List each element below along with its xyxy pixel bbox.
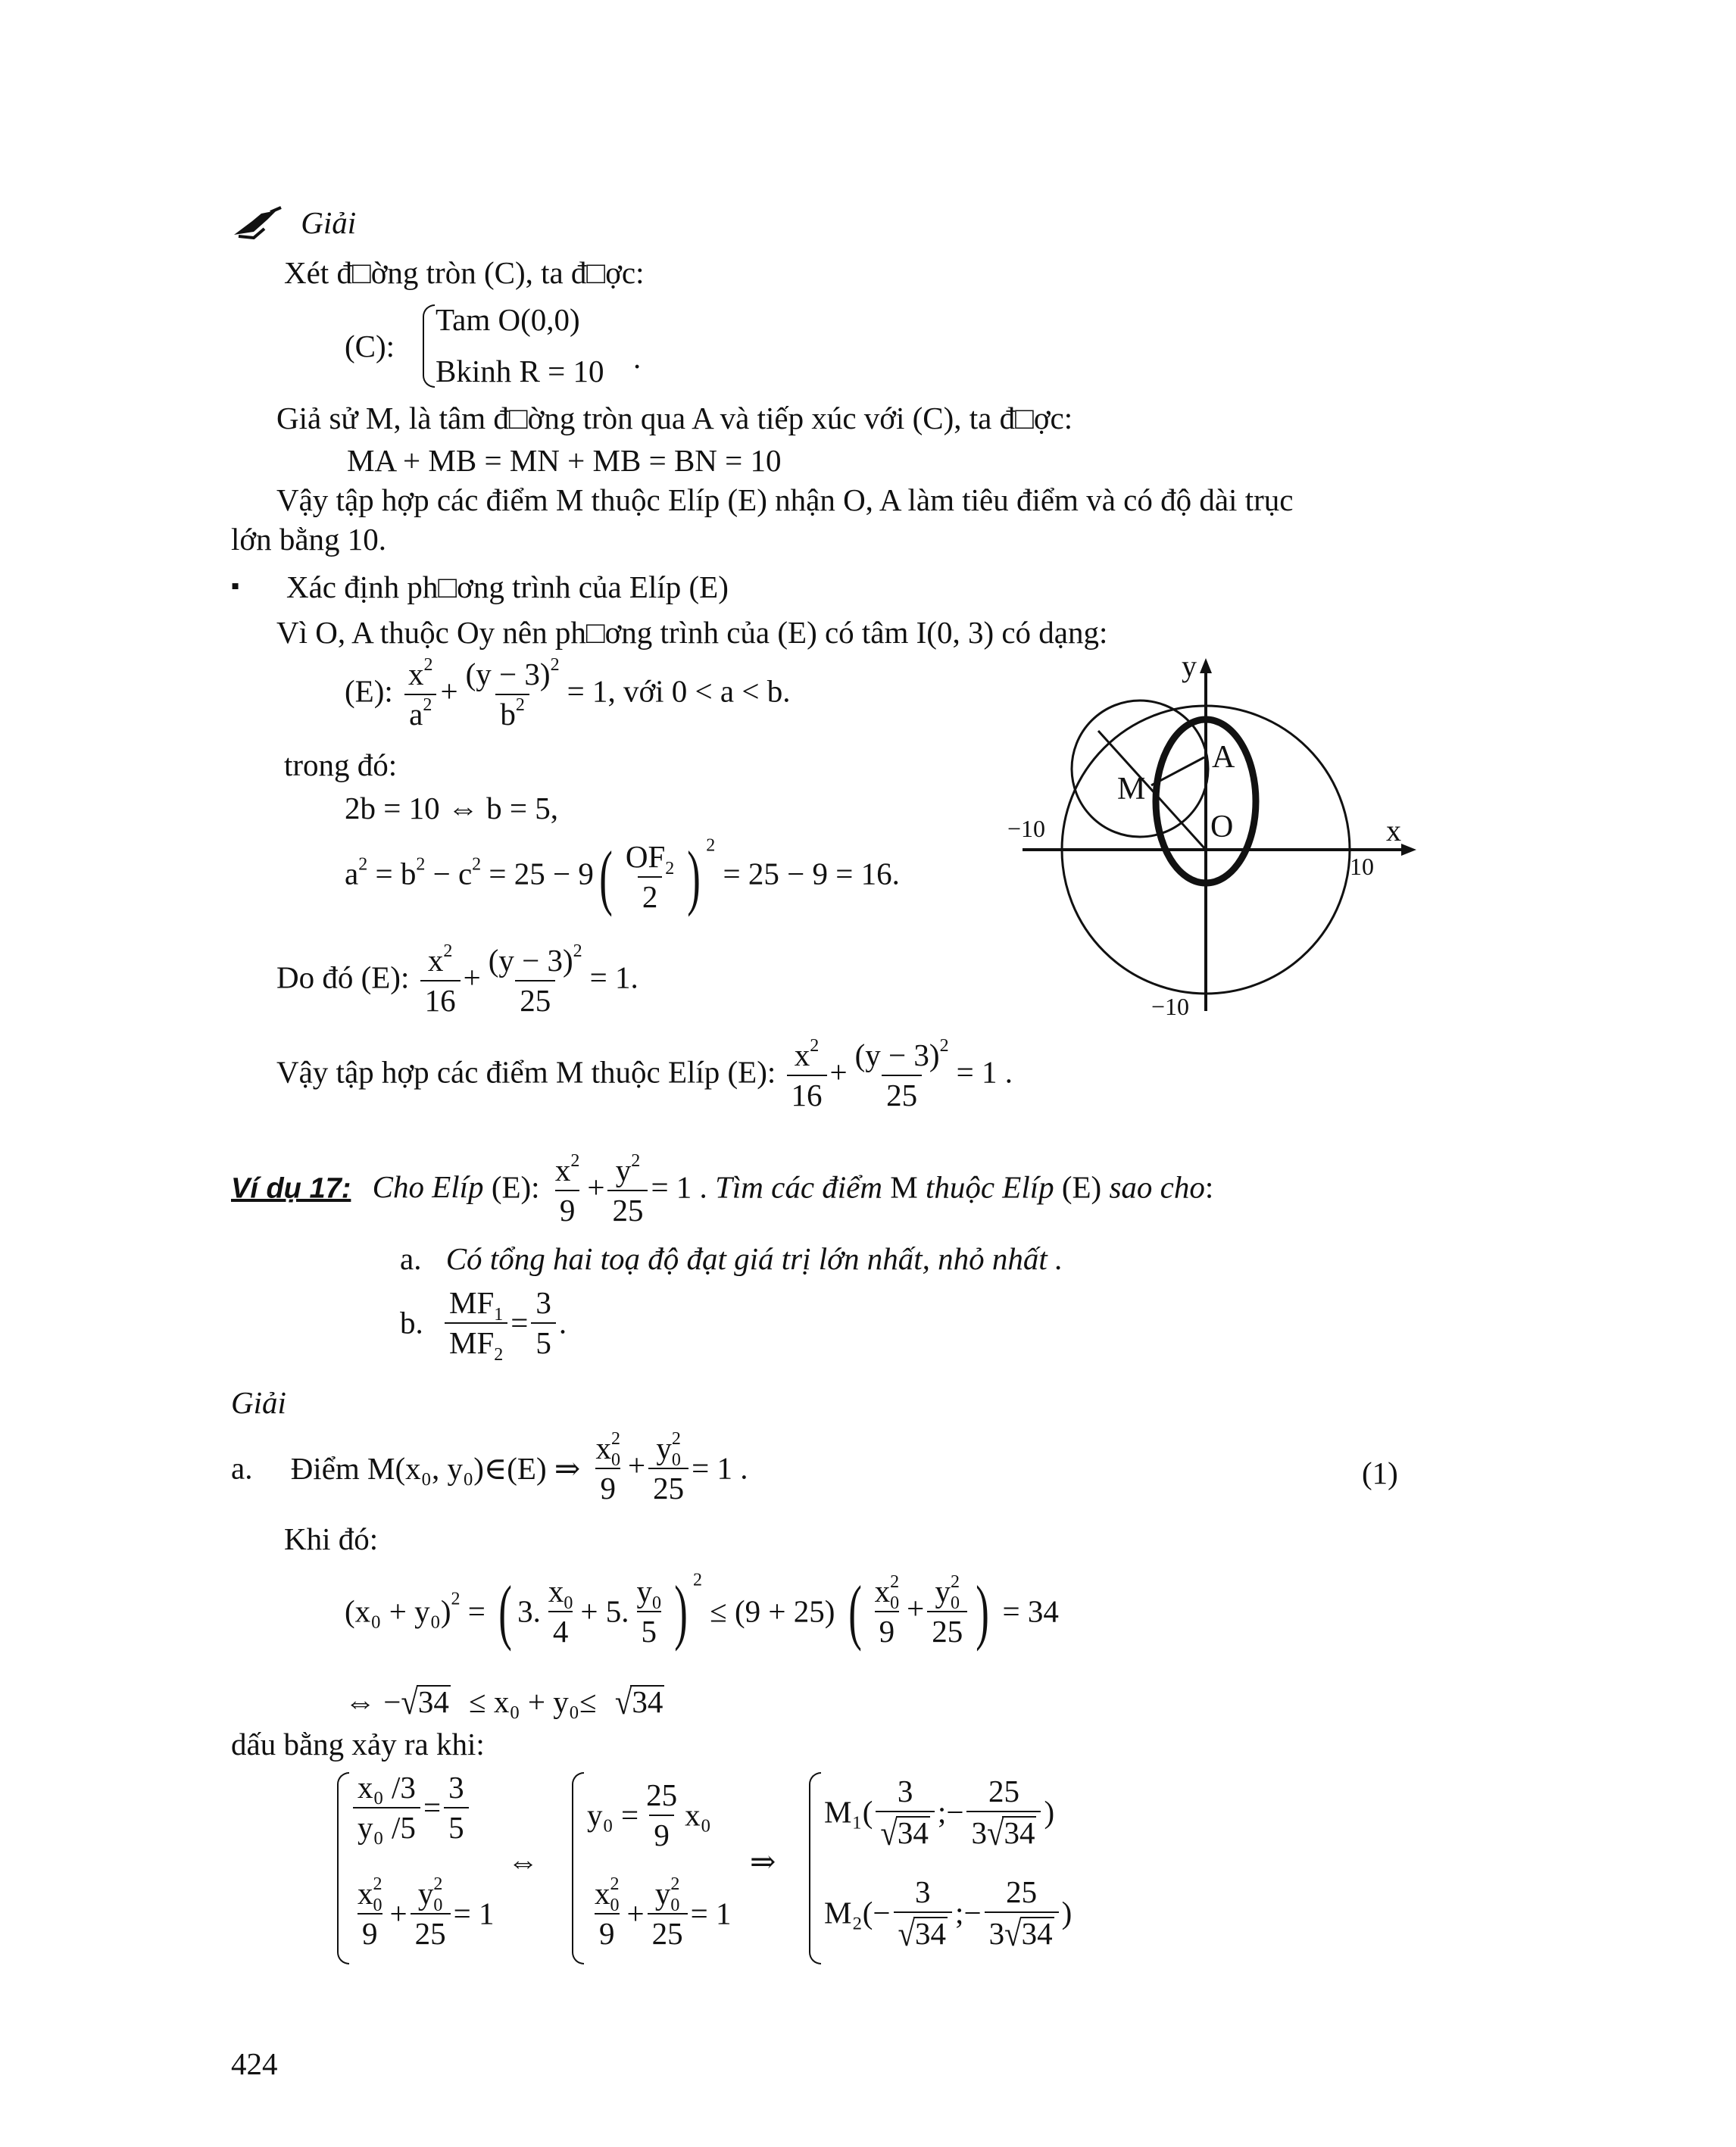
brace [809, 1772, 821, 1964]
label-a: A [1212, 740, 1235, 775]
fraction: $\frac{3}{√34}$ [876, 1776, 935, 1849]
point-m2: M₂(− $\frac{3}{√34}$ ;− $\frac{25}{3√34}$ ) [824, 1874, 1073, 1954]
para-where: trong đó: [284, 747, 398, 782]
fraction: $\frac{x^2}{16}$ [787, 1040, 827, 1111]
ellipse-general-equation: (E): $\frac{x^2}{a^2}$ + $\frac{(y - 3)^2}{b^2}$ = 1, với 0 < a < b. [345, 655, 791, 732]
label-m: M [1117, 772, 1146, 807]
fraction: $\frac{y_0}{5}$ [636, 1574, 661, 1649]
fraction: $\frac{y_0^2}{25}$ [648, 1433, 688, 1504]
para-equality-when: dấu bằng xảy ra khi: [231, 1727, 485, 1762]
system-2-row-1: y₀ = $\frac{25}{9}$ x₀ [587, 1777, 711, 1852]
brace [337, 1772, 349, 1964]
point-m1: M₁( $\frac{3}{√34}$ ;− $\frac{25}{3√34}$ ) [824, 1774, 1055, 1853]
bullet-icon: ▪ [231, 572, 240, 599]
fraction: $\frac{OF_2}{2}$ [625, 839, 675, 914]
system-1-row-2: $\frac{x_0^2}{9}$ + $\frac{y_0^2}{25}$ = 1 [350, 1878, 495, 1949]
x-axis-arrow [1401, 844, 1416, 856]
fraction: $\frac{x_0^2}{9}$ [874, 1572, 900, 1649]
label-neg10-y: −10 [1151, 993, 1190, 1020]
fraction: $\frac{25}{3√34}$ [966, 1776, 1041, 1849]
fraction: $\frac{\text{x₀ /3}}{\text{y₀ /5}}$ [353, 1772, 420, 1843]
label-neg10-x: −10 [1007, 815, 1046, 842]
example-part-a: a. Có tổng hai toạ độ đạt giá trị lớn nhất, nhỏ nhất . [400, 1241, 1063, 1276]
fraction: $\frac{(y - 3)^2}{b^2}$ [465, 655, 560, 732]
ellipse-locus-conclusion: Vậy tập hợp các điểm M thuộc Elíp (E): $\frac{x^2}{16}$ + $\frac{(y - 3)^2}{25}$ = 1 . [276, 1036, 1013, 1113]
label-x: x [1386, 813, 1401, 847]
solution-a-line: a. Điểm M(x₀, y₀)∈(E) ⇒ $\frac{x_0^2}{9}$ + $\frac{y_0^2}{25}$ = 1 . [231, 1429, 748, 1506]
bullet-determine-equation: Xác định ph□ơng trình của Elíp (E) [286, 570, 729, 604]
label-y: y [1182, 655, 1197, 683]
equation-number-1: (1) [1362, 1456, 1398, 1490]
fraction: $\frac{25}{3√34}$ [985, 1877, 1059, 1949]
fraction: $\frac{3}{5}$ [444, 1772, 469, 1843]
solution-title: Giải [301, 204, 357, 240]
fraction: $\frac{x^2}{a^2}$ [404, 659, 438, 730]
fraction: $\frac{MF_1}{MF_2}$ [445, 1287, 507, 1359]
solution-heading [231, 206, 356, 246]
para-conclusion-2: lớn bằng 10. [231, 522, 387, 557]
label-o: O [1210, 810, 1234, 844]
pen-hand-icon [231, 206, 284, 246]
circle-c-label: (C): [345, 329, 395, 364]
label-10-x: 10 [1350, 853, 1374, 880]
equivalence-symbol: ⇔ [507, 1844, 539, 1879]
fraction: $\frac{x^2}{16}$ [420, 945, 461, 1016]
para-distance-sum: MA + MB = MN + MB = BN = 10 [347, 443, 782, 478]
fraction: $\frac{25}{9}$ [646, 1777, 678, 1852]
fraction: $\frac{x_0^2}{9}$ [595, 1874, 620, 1951]
fraction: $\frac{3}{√34}$ [894, 1877, 953, 1949]
system-2-row-2: $\frac{x_0^2}{9}$ + $\frac{y_0^2}{25}$ = 1 [587, 1878, 732, 1949]
example-part-b: b. $\frac{MF_1}{MF_2}$ = $\frac{3}{5}$ . [400, 1285, 567, 1365]
fraction: $\frac{x^2}{9}$ [554, 1151, 580, 1228]
circle-c-line2: Bkinh R = 10 [436, 354, 604, 389]
brace [572, 1772, 584, 1964]
fraction: $\frac{3}{5}$ [531, 1287, 556, 1359]
circle-c-line1: Tam O(0,0) [436, 302, 580, 337]
para-form: Vì O, A thuộc Oy nên ph□ơng trình của (E) có tâm I(0, 3) có dạng: [276, 615, 1108, 650]
fraction: $\frac{(y - 3)^2}{25}$ [488, 941, 582, 1018]
para-conclusion-1: Vậy tập hợp các điểm M thuộc Elíp (E) nhận O, A làm tiêu điểm và có độ dài trục [276, 482, 1294, 517]
equation-a-squared: $a^2 = b^2 - c^2 = 25 - 9$( $\frac{OF_2}{2}$ ) $^2$ = 25 − 9 = 16. [345, 835, 900, 917]
fraction: $\frac{y_0^2}{25}$ [411, 1878, 451, 1949]
inequality-range: ⇔ −√34 ≤ x₀ + y₀≤ √34 [345, 1681, 663, 1722]
fraction: $\frac{x_0^2}{9}$ [595, 1429, 620, 1506]
para-consider-circle: Xét đ□ờng tròn (C), ta đ□ợc: [284, 255, 645, 290]
fraction: $\frac{y_0^2}{25}$ [648, 1878, 688, 1949]
para-suppose: Giả sử M, là tâm đ□ờng tròn qua A và tiếp xúc với (C), ta đ□ợc: [276, 401, 1073, 435]
y-axis-arrow [1200, 658, 1212, 673]
equation-b: 2b = 10 ⇔ b = 5, [345, 791, 558, 825]
ellipse-equation-result: Do đó (E): $\frac{x^2}{16}$ + $\frac{(y - 3)^2}{25}$ = 1. [276, 941, 639, 1018]
para-then: Khi đó: [284, 1521, 379, 1556]
fraction: $\frac{x_0}{4}$ [548, 1574, 573, 1649]
cauchy-inequality: $(x_0 + y_0)^2$ = ( 3. $\frac{x_0}{4}$ + 5. $\frac{y_0}{5}$ ) $^2$ ≤ (9 + 25) ( $\frac{x_0^2}{9}$ + $\frac{y_0^2}{25}$ ) = 34 [345, 1570, 1059, 1652]
page-number: 424 [231, 2046, 278, 2081]
solution-heading-2: Giải [231, 1385, 286, 1420]
fraction: $\frac{y_0^2}{25}$ [927, 1576, 967, 1647]
example-tag: Ví dụ 17: [231, 1172, 351, 1205]
fraction: $\frac{x_0^2}{9}$ [358, 1874, 382, 1951]
brace [423, 304, 435, 388]
fraction: $\frac{(y - 3)^2}{25}$ [854, 1036, 949, 1113]
eq-label: (E): [345, 673, 393, 709]
circle-c-end: . [633, 340, 642, 375]
example-17: Ví dụ 17: Cho Elíp (E): $\frac{x^2}{9}$ + $\frac{y^2}{25}$ = 1 . Tìm các điểm M thuộc Elíp (E) sao cho: [231, 1151, 1214, 1228]
implies-symbol: ⇒ [750, 1844, 776, 1879]
geometry-figure [1007, 655, 1432, 1034]
fraction: $\frac{y^2}{25}$ [607, 1155, 648, 1226]
system-1-row-1: $\frac{\text{x₀ /3}}{\text{y₀ /5}}$ = $\frac{3}{5}$ [350, 1772, 472, 1843]
